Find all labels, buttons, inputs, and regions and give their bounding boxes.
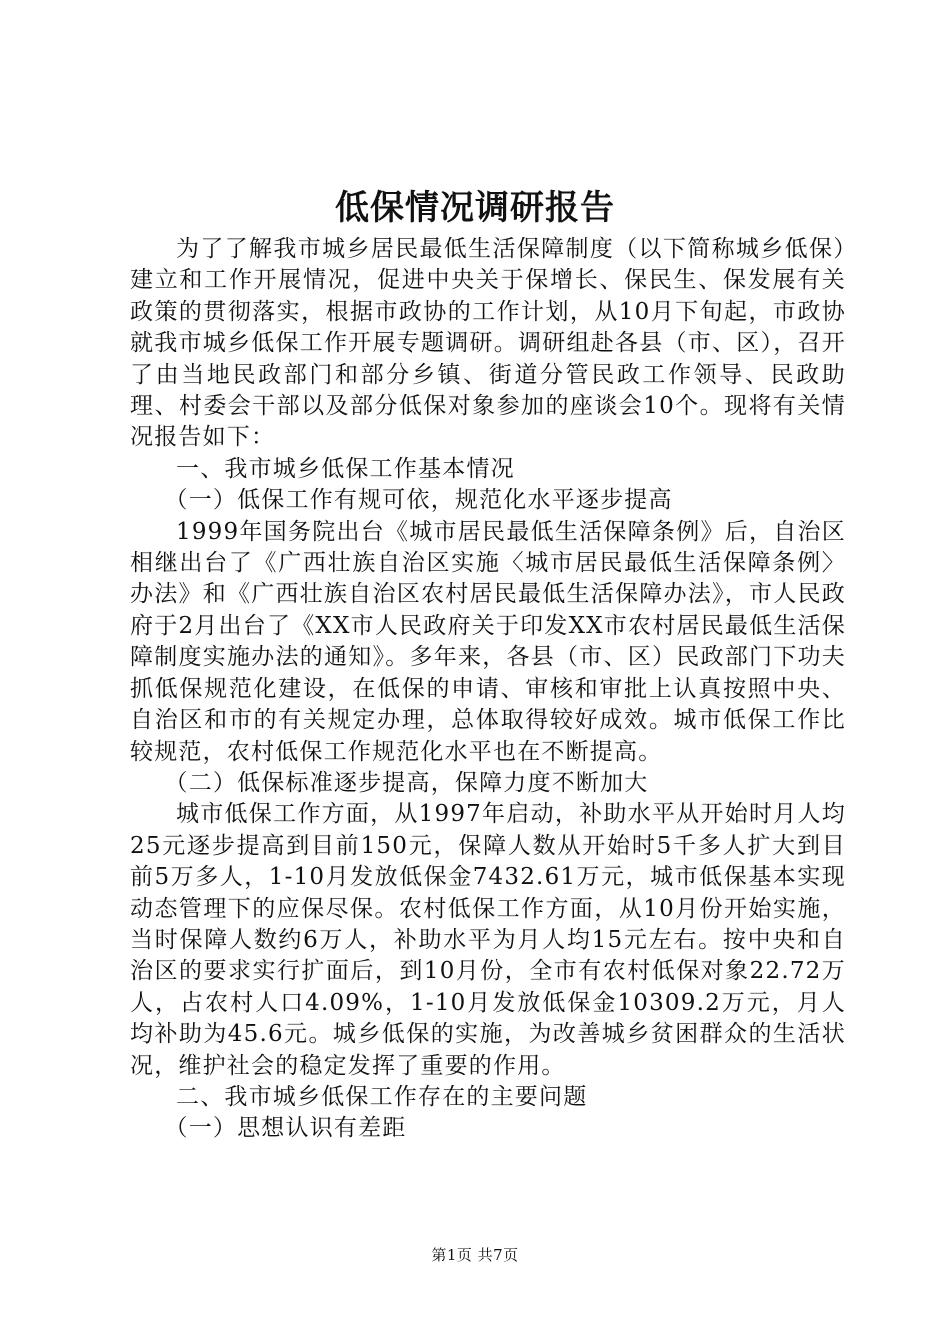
section-1-paragraph-2: 城市低保工作方面，从1997年启动，补助水平从开始时月人均25元逐步提高到目前150元，保障人数从开始时5千多人扩大到目前5万多人，1-10月发放低保金7432.61万元，城市低保基本实现动态管理下的应保尽保。农村低保工作方面，从10月份开始实施，当时保障人数约6万人，补助水平为月人均15元左右。按中央和自治区的要求实行扩面后，到10月份，全市有农村低保对象22.72万人，占农村人口4.09%，1-10月发放低保金10309.2万元，月人均补助为45.6元。城乡低保的实施，为改善城乡贫困群众的生活状况，维护社会的稳定发挥了重要的作用。 bbox=[130, 801, 846, 1079]
document-body bbox=[130, 234, 846, 1145]
document-title: 低保情况调研报告 bbox=[335, 188, 615, 228]
page-footer: 第1页 共7页 bbox=[431, 1246, 519, 1264]
section-1-subheading-1: （一）低保工作有规可依，规范化水平逐步提高 bbox=[164, 487, 673, 514]
section-2-subheading-1: （一）思想认识有差距 bbox=[164, 1115, 407, 1142]
section-1-paragraph-1: 1999年国务院出台《城市居民最低生活保障条例》后，自治区相继出台了《广西壮族自治区实施〈城市居民最低生活保障条例〉办法》和《广西壮族自治区农村居民最低生活保障办法》，市人民政府于2月出台了《XX市人民政府关于印发XX市农村居民最低生活保障制度实施办法的通知》。多年来，各县（市、区）民政部门下功夫抓低保规范化建设，在低保的申请、审核和审批上认真按照中央、自治区和市的有关规定办理，总体取得较好成效。城市低保工作比较规范，农村低保工作规范化水平也在不断提高。 bbox=[130, 518, 846, 765]
section-2-heading: 二、我市城乡低保工作存在的主要问题 bbox=[176, 1083, 588, 1110]
section-1-subheading-2: （二）低保标准逐步提高，保障力度不断加大 bbox=[164, 769, 649, 796]
section-1-heading: 一、我市城乡低保工作基本情况 bbox=[176, 455, 515, 482]
intro-paragraph: 为了了解我市城乡居民最低生活保障制度（以下简称城乡低保）建立和工作开展情况，促进中央关于保增长、保民生、保发展有关政策的贯彻落实，根据市政协的工作计划，从10月下旬起，市政协就我市城乡低保工作开展专题调研。调研组赴各县（市、区），召开了由当地民政部门和部分乡镇、街道分管民政工作领导、民政助理、村委会干部以及部分低保对象参加的座谈会10个。现将有关情况报告如下： bbox=[130, 236, 846, 451]
